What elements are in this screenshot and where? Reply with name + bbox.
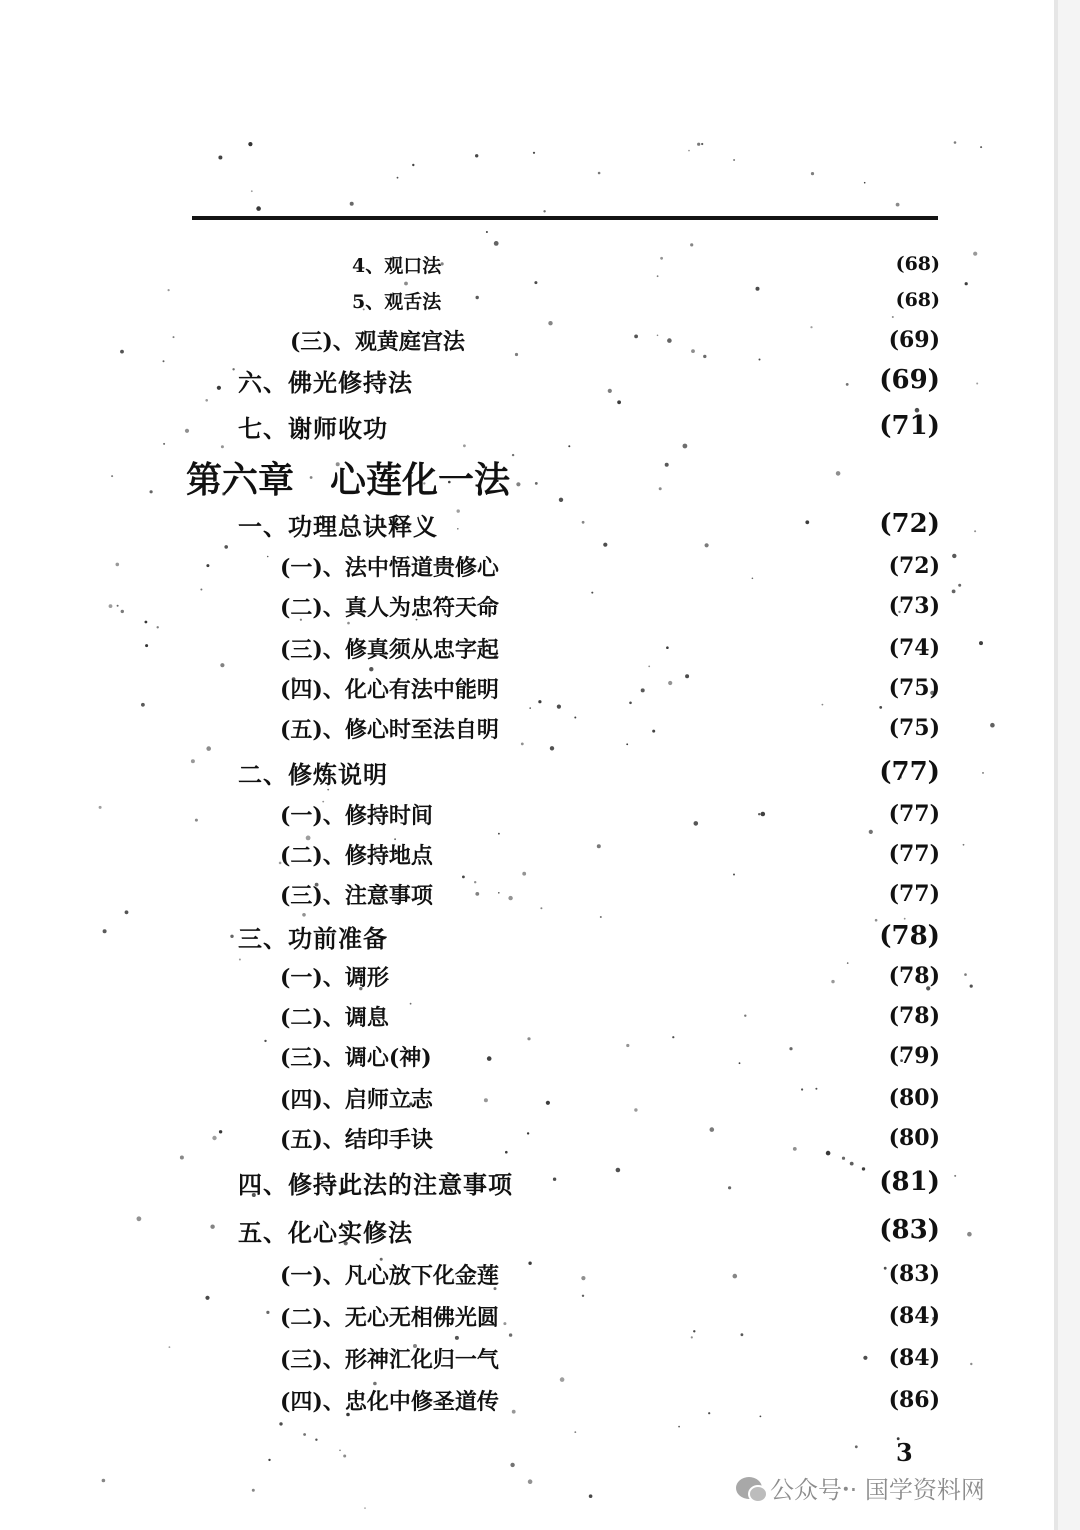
toc-entry-title: 七、谢师收功 bbox=[238, 413, 388, 443]
toc-entry-page: (77) bbox=[888, 801, 940, 827]
toc-entry bbox=[280, 1080, 940, 1116]
toc-entry-page: (78) bbox=[879, 921, 940, 951]
dot-leader bbox=[519, 1167, 873, 1197]
dot-leader bbox=[394, 921, 873, 951]
toc-entry-page: (69) bbox=[879, 365, 940, 395]
toc-entry bbox=[290, 322, 940, 358]
toc-entry-page: (83) bbox=[888, 1261, 940, 1287]
toc-entry-title: (三)、注意事项 bbox=[280, 882, 433, 909]
toc-entry-page: (80) bbox=[888, 1125, 940, 1151]
toc-entry bbox=[280, 836, 940, 872]
toc-entry-title: 5、观舌法 bbox=[352, 290, 442, 313]
toc-entry-page: (69) bbox=[888, 327, 940, 353]
toc-entry bbox=[238, 1164, 940, 1200]
toc-entry-page: (71) bbox=[879, 411, 940, 441]
dot-leader bbox=[394, 411, 873, 441]
toc-entry-page: (84) bbox=[888, 1345, 940, 1371]
toc-entry-title: (一)、法中悟道贵修心 bbox=[280, 554, 499, 581]
toc-entry bbox=[352, 282, 940, 318]
toc-entry-page: (81) bbox=[879, 1167, 940, 1197]
toc-entry-title: (二)、修持地点 bbox=[280, 842, 433, 869]
toc-entry-page: (73) bbox=[888, 593, 940, 619]
toc-entry-title: 4、观口法 bbox=[352, 254, 442, 277]
dot-leader bbox=[505, 633, 883, 663]
dot-leader bbox=[505, 713, 883, 743]
toc-entry-title: 四、修持此法的注意事项 bbox=[238, 1169, 513, 1199]
toc-entry-title: (二)、无心无相佛光圆 bbox=[280, 1304, 499, 1331]
toc-entry bbox=[280, 796, 940, 832]
toc-entry bbox=[280, 670, 940, 706]
toc-entry bbox=[280, 958, 940, 994]
dot-leader bbox=[505, 1301, 883, 1331]
toc-entry bbox=[280, 710, 940, 746]
toc-entry-page: (74) bbox=[888, 635, 940, 661]
toc-entry-page: (77) bbox=[888, 881, 940, 907]
toc-entry-title: 三、功前准备 bbox=[238, 923, 388, 953]
dot-leader bbox=[438, 1041, 883, 1071]
toc-entry-page: (79) bbox=[888, 1043, 940, 1069]
dot-leader bbox=[419, 365, 873, 395]
toc-entry-page: (78) bbox=[888, 1003, 940, 1029]
toc-entry-page: (72) bbox=[879, 509, 940, 539]
toc-entry-title: (三)、形神汇化归一气 bbox=[280, 1346, 499, 1373]
toc-entry-page: (75) bbox=[888, 715, 940, 741]
page-edge bbox=[1054, 0, 1058, 1530]
toc-entry bbox=[280, 1038, 940, 1074]
toc-entry-page: (83) bbox=[879, 1215, 940, 1245]
toc-entry-title: (一)、修持时间 bbox=[280, 802, 433, 829]
page-folio: 3 bbox=[896, 1438, 913, 1467]
dot-leader bbox=[447, 249, 889, 279]
toc-entry bbox=[280, 548, 940, 584]
toc-entry bbox=[280, 630, 940, 666]
toc-entry bbox=[238, 408, 940, 444]
toc-entry-page: (77) bbox=[879, 757, 940, 787]
toc-entry-title: (四)、启师立志 bbox=[280, 1086, 433, 1113]
toc-entry-page: (80) bbox=[888, 1085, 940, 1111]
toc-entry-title: 六、佛光修持法 bbox=[238, 367, 413, 397]
toc-entry-page: (75) bbox=[888, 675, 940, 701]
toc-entry bbox=[280, 1340, 940, 1376]
watermark bbox=[736, 1470, 985, 1505]
toc-entry-page: (78) bbox=[888, 963, 940, 989]
toc-entry-title: (三)、观黄庭宫法 bbox=[290, 328, 465, 355]
toc-entry bbox=[280, 1120, 940, 1156]
dot-leader bbox=[395, 1001, 883, 1031]
dot-leader bbox=[439, 799, 883, 829]
dot-leader bbox=[444, 509, 873, 539]
dot-leader bbox=[439, 1083, 883, 1113]
dot-leader bbox=[471, 325, 883, 355]
toc-entry-title: (二)、调息 bbox=[280, 1004, 389, 1031]
toc-entry-title: (三)、修真须从忠字起 bbox=[280, 636, 499, 663]
dot-leader bbox=[395, 961, 883, 991]
watermark-text: 公众号 · 国学资料网 bbox=[770, 1476, 985, 1504]
dot-leader bbox=[439, 879, 883, 909]
toc-entry bbox=[238, 754, 940, 790]
toc-entry bbox=[352, 246, 940, 282]
toc-entry-page: (86) bbox=[888, 1387, 940, 1413]
dot-leader bbox=[419, 1215, 873, 1245]
toc-entry-page: (68) bbox=[895, 289, 940, 311]
toc-entry-page: (68) bbox=[895, 253, 940, 275]
toc-entry bbox=[280, 1256, 940, 1292]
dot-leader bbox=[505, 1343, 883, 1373]
wechat-icon bbox=[736, 1477, 762, 1499]
dot-leader bbox=[505, 1259, 883, 1289]
toc-entry bbox=[280, 998, 940, 1034]
toc-entry bbox=[280, 876, 940, 912]
toc-entry-title: 五、化心实修法 bbox=[238, 1217, 413, 1247]
toc-entry-title: (五)、修心时至法自明 bbox=[280, 716, 499, 743]
dot-leader bbox=[439, 1123, 883, 1153]
toc-entry-title: 二、修炼说明 bbox=[238, 759, 388, 789]
toc-entry-title: (四)、忠化中修圣道传 bbox=[280, 1388, 499, 1415]
dot-leader bbox=[505, 591, 883, 621]
toc-entry bbox=[238, 362, 940, 398]
toc-entry-page: (72) bbox=[888, 553, 940, 579]
toc-entry-page: (77) bbox=[888, 841, 940, 867]
toc-entry bbox=[280, 588, 940, 624]
toc-entry bbox=[238, 506, 940, 542]
toc-entry-title: (一)、凡心放下化金莲 bbox=[280, 1262, 499, 1289]
dot-leader bbox=[447, 285, 889, 315]
toc-entry bbox=[280, 1298, 940, 1334]
dot-leader bbox=[505, 673, 883, 703]
toc-entry bbox=[280, 1382, 940, 1418]
toc-entry-title: (三)、调心(神) bbox=[280, 1044, 432, 1071]
dot-leader bbox=[394, 757, 873, 787]
toc-entry bbox=[238, 1212, 940, 1248]
toc-entry-page: (84) bbox=[888, 1303, 940, 1329]
toc-entry-title: (二)、真人为忠符天命 bbox=[280, 594, 499, 621]
dot-leader bbox=[505, 1385, 883, 1415]
chapter-number: 第六章 bbox=[186, 459, 295, 501]
dot-leader bbox=[439, 839, 883, 869]
toc-entry-title: (一)、调形 bbox=[280, 964, 389, 991]
toc-entry bbox=[238, 918, 940, 954]
toc-entry-title: (四)、化心有法中能明 bbox=[280, 676, 499, 703]
toc-entry-title: (五)、结印手诀 bbox=[280, 1126, 433, 1153]
dot-leader bbox=[505, 551, 883, 581]
toc-entry-title: 一、功理总诀释义 bbox=[238, 511, 438, 541]
chapter-title: 心莲化一法 bbox=[330, 459, 511, 501]
